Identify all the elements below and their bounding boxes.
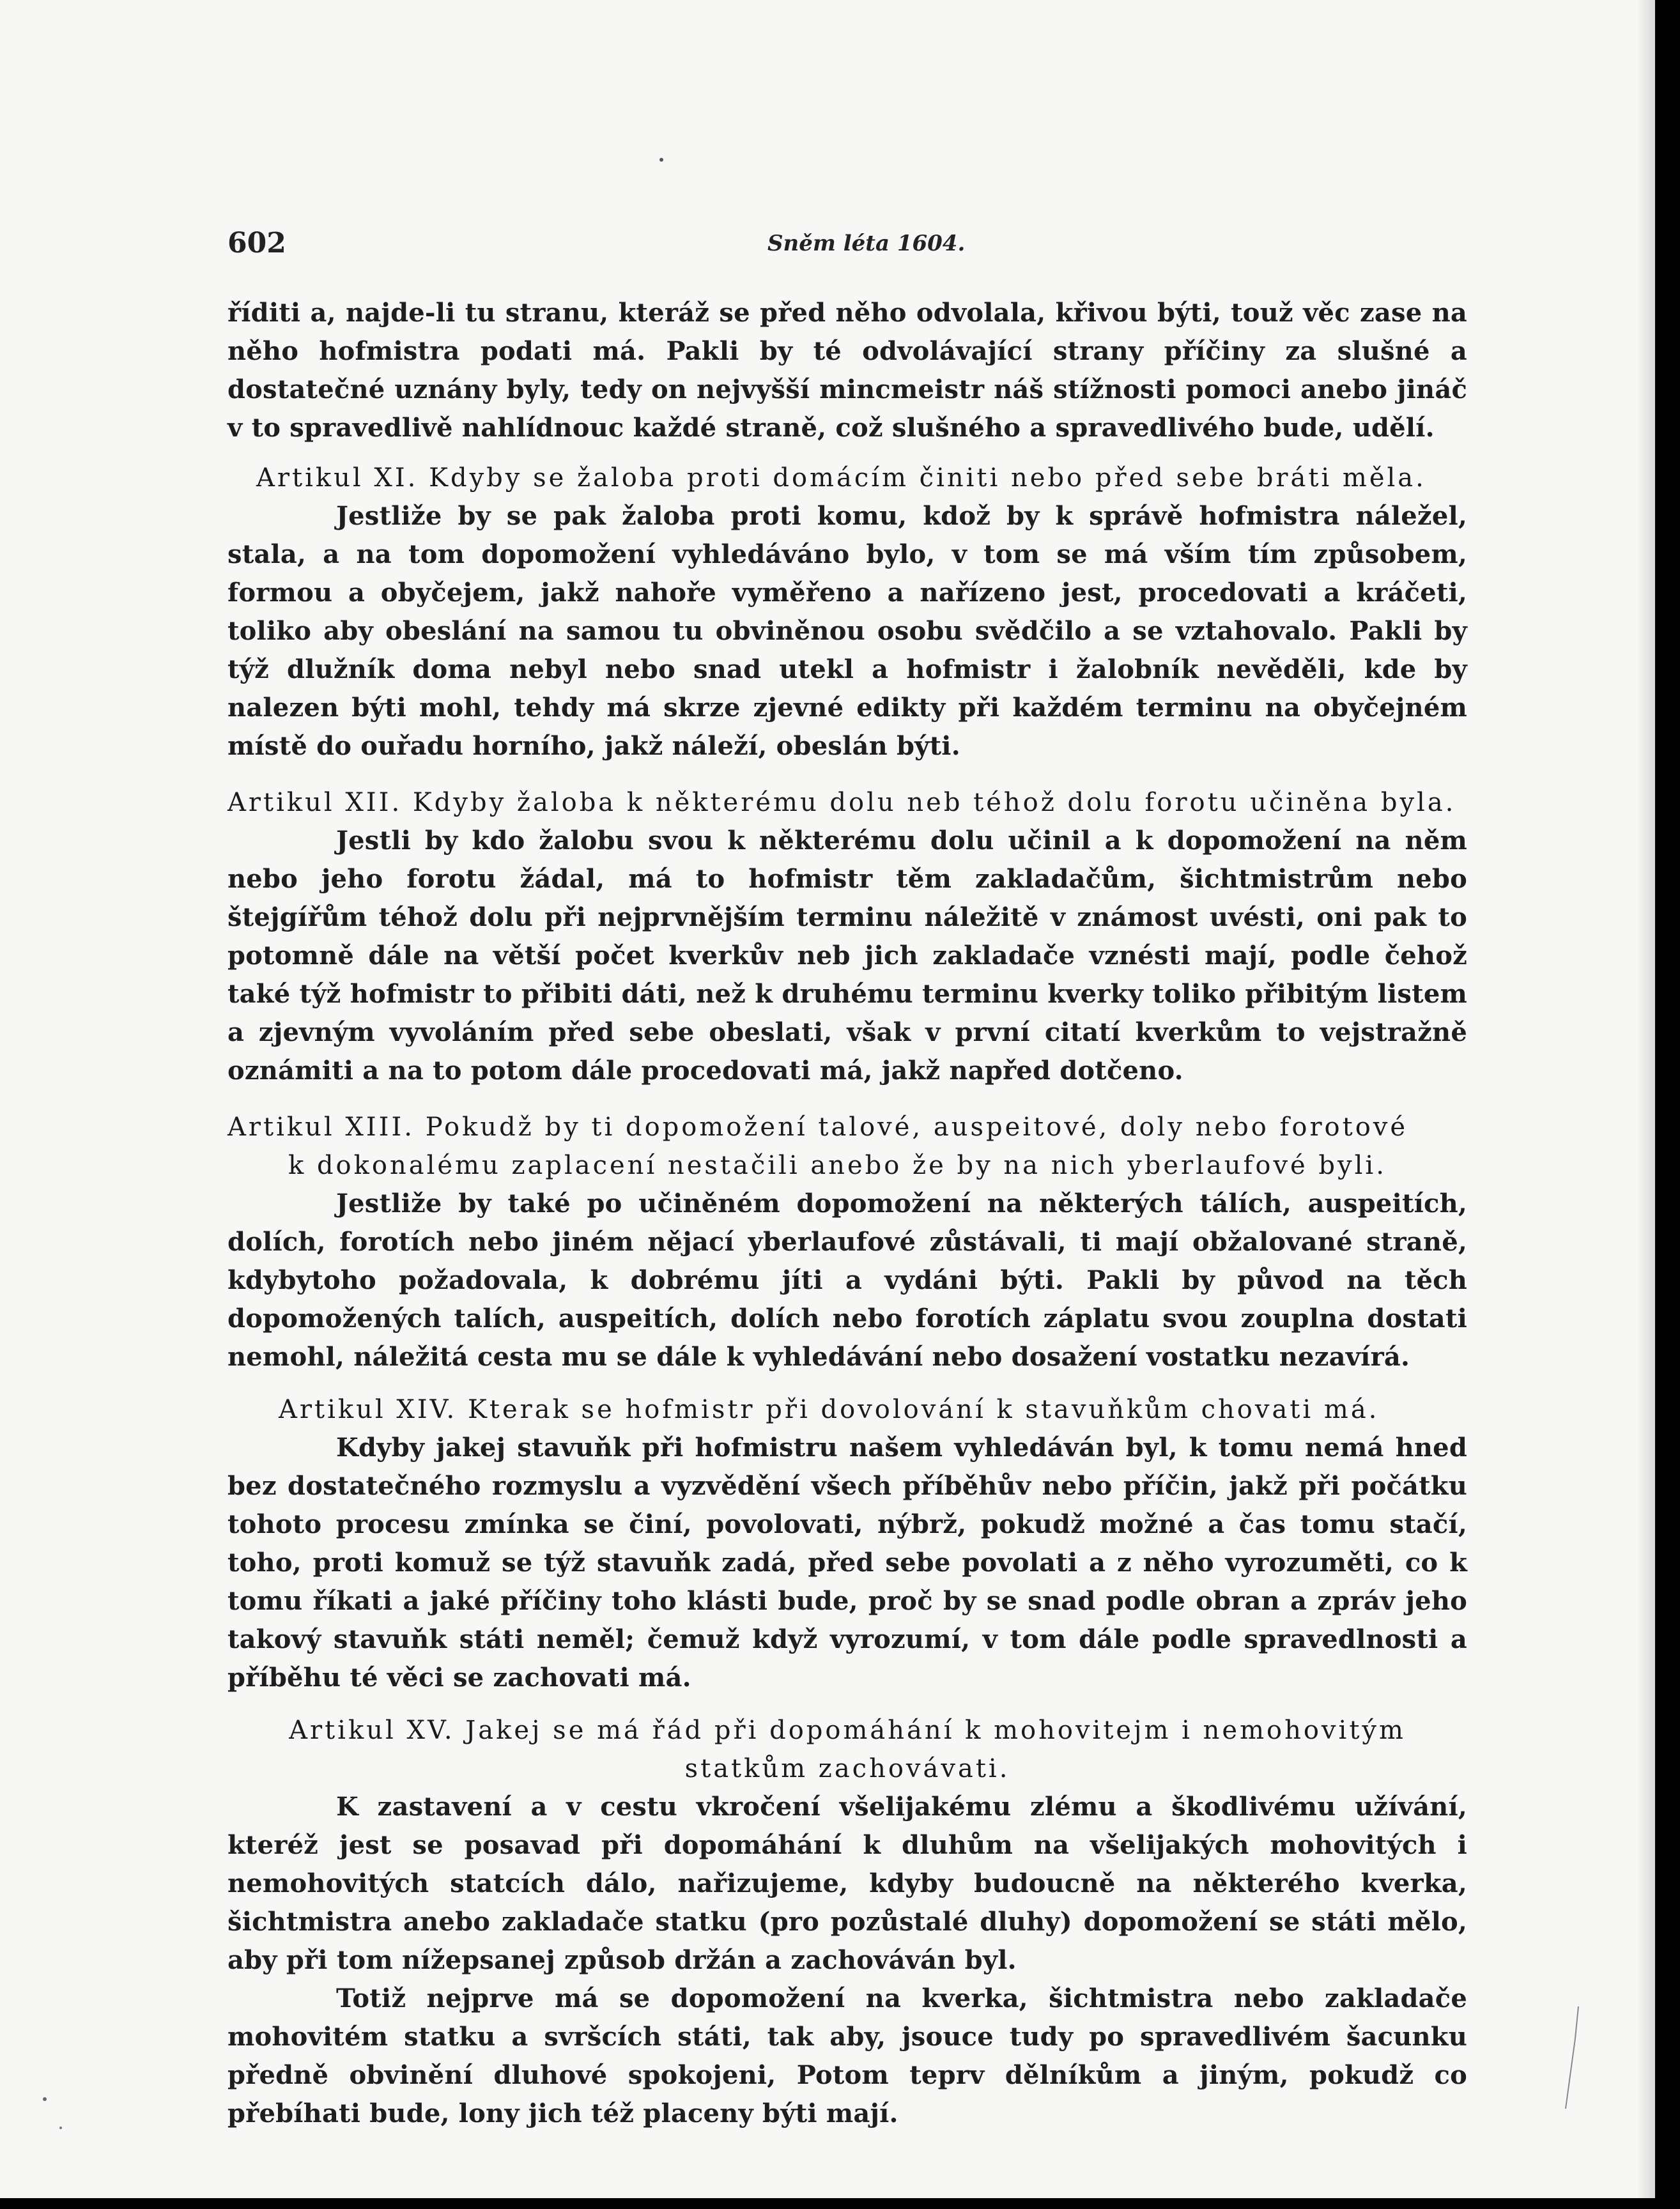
article-xv-paragraph-2: Totiž nejprve má se dopomožení na kverka, šichtmistra nebo zakladače mohovitém statku a svršcích státi, tak aby, jsouce tudy po spravedlivém šacunku předně obvinění dluhové spokojeni, Potom teprv dělníkům a jiným, pokudž co přebíhati bude, lony jich též placeny býti mají. [227, 1983, 1467, 2128]
article-xiii-heading-line2: k dokonalému zaplacení nestačili anebo že by na nich yberlaufové byli. [288, 1151, 1387, 1180]
article-xiv-paragraph: Kdyby jakej stavuňk při hofmistru našem vyhledáván byl, k tomu nemá hned bez dostatečného rozmyslu a vyzvědění všech příběhův nebo příčin, jakž při počátku tohoto procesu zmínka se činí, povolovati, nýbrž, pokudž možné a čas tomu stačí, toho, proti komuž se týž stavuňk zadá, před sebe povolati a z něho vyrozuměti, co k tomu říkati a jaké příčiny toho klásti bude, proč by se snad podle obran a zpráv jeho takový stavuňk státi neměl; čemuž když vyrozumí, v tom dále podle spravedlnosti a příběhu té věci se zachovati má. [227, 1433, 1467, 1693]
article-xv-heading-line1: Artikul XV. Jakej se má řád při dopomáhání k mohovitejm i nemohovitým [289, 1716, 1406, 1745]
intro-paragraph: říditi a, najde-li tu stranu, kteráž se před něho odvolala, křivou býti, touž věc zase na něho hofmistra podati má. Pakli by té odvolávající strany příčiny za slušné a dostatečné uznány byly, tedy on nejvyšší mincmeistr náš stížnosti pomoci anebo jináč v to spravedlivě nahlídnouc každé straně, což slušného a spravedlivého bude, udělí. [227, 298, 1467, 443]
article-xv-paragraph-1: K zastavení a v cestu vkročení všelijakému zlému a škodlivému užívání, kteréž jest se posavad při dopomáhání k dluhům na všelijakých mohovitých i nemohovitých statcích dálo, nařizujeme, kdyby budoucně na některého kverka, šichtmistra anebo zakladače statku (pro pozůstalé dluhy) dopomožení se státi mělo, aby při tom nížepsanej způsob držán a zachováván byl. [227, 1792, 1467, 1975]
page-number: 602 [227, 227, 286, 259]
article-xv-heading-line2: statkům zachovávati. [684, 1754, 1010, 1783]
speck [59, 2127, 62, 2129]
article-xiii-paragraph: Jestliže by také po učiněném dopomožení na některých tálích, auspeitích, dolích, forotích nebo jiném nějací yberlaufové zůstávali, ti mají obžalované straně, kdybytoho požadovala, k dobrému jíti a vydáni býti. Pakli by původ na těch dopomožených talích, auspeitích, dolích nebo forotích záplatu svou zouplna dostati nemohl, náležitá cesta mu se dále k vyhledávání nebo dosažení vostatku nezavírá. [227, 1189, 1467, 1372]
scan-scratch [1566, 2006, 1578, 2109]
article-xi-heading-text: Artikul XI. Kdyby se žaloba proti domácím činiti nebo před sebe bráti měla. [256, 463, 1426, 493]
speck [43, 2097, 47, 2101]
running-head: Sněm léta 1604. [767, 231, 966, 256]
article-xiv-heading-text: Artikul XIV. Kterak se hofmistr při dovolování k stavuňkům chovati má. [279, 1395, 1380, 1424]
article-xiii-heading-line1: Artikul XIII. Pokudž by ti dopomožení talové, auspeitové, doly nebo forotové [227, 1112, 1408, 1142]
article-xii-paragraph: Jestli by kdo žalobu svou k některému dolu učinil a k dopomožení na něm nebo jeho forotu žádal, má to hofmistr těm zakladačům, šichtmistrům nebo štejgířům téhož dolu při nejprvnějším terminu náležitě v známost uvésti, oni pak to potomně dále na větší počet kverkův neb jich zakladače vznésti mají, podle čehož také týž hofmistr to přibiti dáti, než k druhému terminu kverky toliko přibitým listem a zjevným vyvoláním před sebe obeslati, však v první citatí kverkům to vejstražně oznámiti a na to potom dále procedovati má, jakž napřed dotčeno. [227, 826, 1467, 1086]
speck [659, 158, 663, 162]
article-xii-heading-text: Artikul XII. Kdyby žaloba k některému dolu neb téhož dolu forotu učiněna byla. [227, 788, 1456, 817]
article-xi-paragraph: Jestliže by se pak žaloba proti komu, kdož by k správě hofmistra náležel, stala, a na tom dopomožení vyhledáváno bylo, v tom se má vším tím způsobem, formou a obyčejem, jakž nahoře vyměřeno a nařízeno jest, procedovati a kráčeti, toliko aby obeslání na samou tu obviněnou osobu svědčilo a se vztahovalo. Pakli by týž dlužník doma nebyl nebo snad utekl a hofmistr i žalobník nevěděli, kde by nalezen býti mohl, tehdy má skrze zjevné edikty při každém terminu na obyčejném místě do ouřadu horního, jakž náleží, obeslán býti. [227, 501, 1467, 761]
